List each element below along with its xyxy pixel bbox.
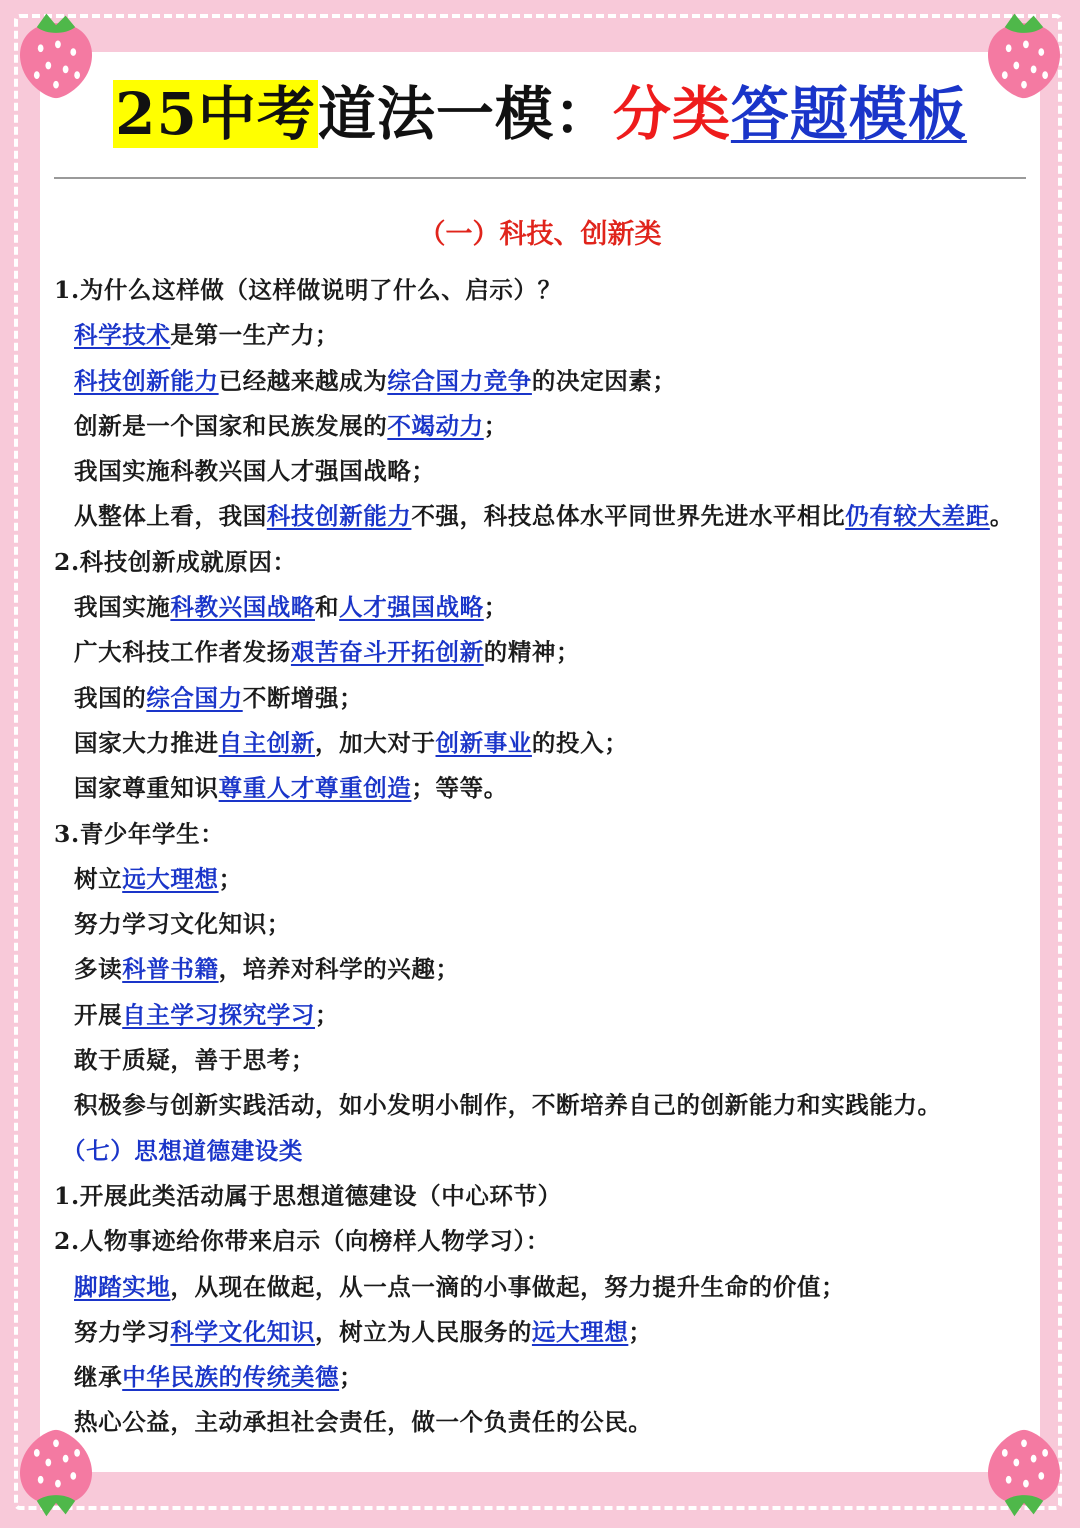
question-line: [54, 1219, 1044, 1264]
line-text: 努力学习文化知识；: [74, 910, 291, 939]
line-text: 不断增强；: [242, 683, 364, 712]
title-main: 道法一模：: [317, 80, 613, 148]
title-blue: 答题模板: [730, 80, 967, 148]
line-text: 是第一生产力；: [170, 321, 340, 350]
answer-line: [54, 1083, 1044, 1128]
keyword-text: 科普书籍: [122, 955, 219, 984]
keyword-text: 自主创新: [218, 728, 316, 757]
keyword-text: 综合国力竞争: [387, 366, 532, 395]
title-highlight: 25中考: [115, 80, 316, 148]
keyword-text: 创新事业: [435, 728, 532, 757]
line-text: 国家大力推进: [74, 728, 219, 757]
keyword-text: 科学文化知识: [170, 1317, 316, 1346]
line-text: ；: [315, 1000, 340, 1029]
answer-line: [54, 1310, 1044, 1355]
line-text: 努力学习: [74, 1317, 171, 1346]
keyword-text: 科学技术: [74, 321, 171, 350]
answer-line: [54, 1265, 1044, 1310]
question-line: [54, 540, 1044, 585]
line-text: ，树立为人民服务的: [315, 1317, 532, 1346]
line-text: 积极参与创新实践活动，如小发明小制作，不断培养自己的创新能力和实践能力。: [74, 1091, 942, 1120]
line-text: 我国的: [74, 683, 147, 712]
answer-line: [54, 766, 1044, 811]
keyword-text: 尊重人才尊重创造: [218, 774, 412, 803]
line-text: ，从现在做起，从一点一滴的小事做起，努力提升生命的价值；: [170, 1272, 846, 1301]
answer-line: [54, 313, 1044, 358]
content-body: [54, 268, 1044, 1446]
line-text: 我国实施: [74, 593, 171, 622]
answer-line: [54, 1355, 1044, 1400]
answer-line: [54, 721, 1044, 766]
line-text: 已经越来越成为: [218, 366, 388, 395]
keyword-text: 远大理想: [531, 1317, 629, 1346]
keyword-text: 科技创新能力: [266, 502, 412, 531]
line-text: 继承: [74, 1363, 123, 1392]
line-text: ；: [628, 1317, 653, 1346]
title-red: 分类: [612, 80, 731, 148]
section-subheading: [54, 1129, 1044, 1174]
answer-line: [54, 947, 1044, 992]
line-text: ；等等。: [411, 774, 508, 803]
line-text: 从整体上看，我国: [74, 502, 267, 531]
line-text: 3.青少年学生：: [54, 819, 225, 848]
line-text: 树立: [74, 864, 123, 893]
line-text: ；: [339, 1363, 364, 1392]
answer-line: [54, 359, 1044, 404]
answer-line: [54, 676, 1044, 721]
line-text: 敢于质疑，善于思考；: [74, 1046, 315, 1075]
keyword-text: 自主学习探究学习: [122, 1000, 316, 1029]
answer-line: [54, 585, 1044, 630]
line-text: 开展: [74, 1000, 123, 1029]
question-line: [54, 812, 1044, 857]
answer-line: [54, 404, 1044, 449]
line-text: 国家尊重知识: [74, 774, 219, 803]
line-text: ，培养对科学的兴趣；: [218, 955, 460, 984]
line-text: 1.开展此类活动属于思想道德建设（中心环节）: [54, 1181, 562, 1210]
line-text: 2.人物事迹给你带来启示（向榜样人物学习）：: [54, 1227, 550, 1256]
keyword-text: 综合国力: [146, 683, 243, 712]
title-divider: [54, 177, 1026, 179]
line-text: 热心公益，主动承担社会责任，做一个负责任的公民。: [74, 1408, 653, 1437]
line-text: 多读: [74, 955, 123, 984]
line-text: 2.科技创新成就原因：: [54, 547, 297, 576]
keyword-text: 科教兴国战略: [170, 593, 316, 622]
line-text: 和: [315, 593, 340, 622]
question-line: [54, 268, 1044, 313]
line-text: 的投入；: [531, 728, 629, 757]
line-text: 的精神；: [483, 638, 581, 667]
page-title: [0, 62, 1080, 166]
line-text: ；: [483, 411, 508, 440]
answer-line: [54, 449, 1044, 494]
answer-line: [54, 1400, 1044, 1445]
answer-line: [54, 630, 1044, 675]
line-text: 创新是一个国家和民族发展的: [74, 411, 388, 440]
line-text: 的决定因素；: [531, 366, 677, 395]
keyword-text: 仍有较大差距: [845, 502, 990, 531]
keyword-text: 脚踏实地: [74, 1272, 171, 1301]
line-text: 。: [989, 502, 1014, 531]
line-text: ，加大对于: [315, 728, 436, 757]
keyword-text: 人才强国战略: [339, 593, 484, 622]
line-text: （七）思想道德建设类: [62, 1136, 303, 1165]
line-text: 不强，科技总体水平同世界先进水平相比: [411, 502, 846, 531]
keyword-text: 远大理想: [122, 864, 219, 893]
keyword-text: 科技创新能力: [74, 366, 219, 395]
keyword-text: 艰苦奋斗开拓创新: [290, 638, 484, 667]
answer-line: [54, 494, 1044, 539]
line-text: ；: [218, 864, 243, 893]
keyword-text: 不竭动力: [387, 411, 484, 440]
question-line: [54, 1174, 1044, 1219]
line-text: 1.为什么这样做（这样做说明了什么、启示）？: [54, 276, 562, 304]
answer-line: [54, 993, 1044, 1038]
answer-line: [54, 1038, 1044, 1083]
line-text: ；: [483, 593, 508, 622]
answer-line: [54, 857, 1044, 902]
keyword-text: 中华民族的传统美德: [122, 1363, 340, 1392]
line-text: 我国实施科教兴国人才强国战略；: [74, 457, 436, 486]
section-heading: （一）科技、创新类: [418, 219, 662, 250]
answer-line: [54, 902, 1044, 947]
line-text: 广大科技工作者发扬: [74, 638, 291, 667]
